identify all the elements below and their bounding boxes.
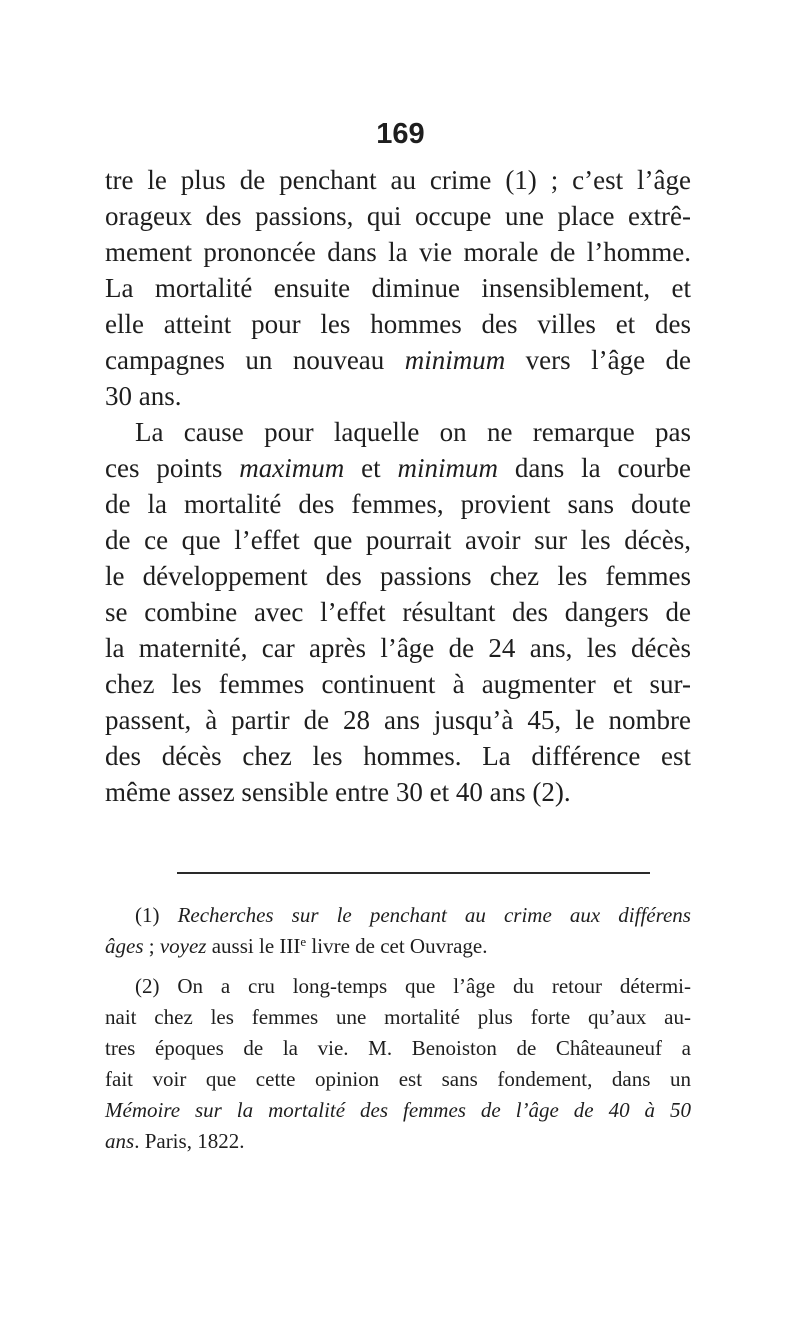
italic-term: maximum (239, 453, 345, 483)
text-line: de ce que l’effet que pourrait avoir sur les décès, (105, 525, 691, 555)
text-run: livre de cet Ouvrage. (306, 934, 488, 958)
footnote-2-line: (2) On a cru long-temps que l’âge du retour détermi- (135, 974, 691, 998)
text-line (105, 342, 691, 378)
text-run: vers l’âge de (505, 345, 691, 375)
text-line: La mortalité ensuite diminue insensiblement, et (105, 273, 691, 303)
superscript: e (300, 934, 307, 949)
text-line: se combine avec l’effet résultant des dangers de (105, 597, 691, 627)
italic-term: voyez (159, 934, 207, 958)
footnote-2-line: tres époques de la vie. M. Benoiston de Châteauneuf a (105, 1036, 691, 1060)
footnote-1-line (105, 900, 691, 931)
text-line: de la mortalité des femmes, provient sans doute (105, 489, 691, 519)
text-line: même assez sensible entre 30 et 40 ans (2). (105, 777, 571, 807)
footnote-2-line (105, 1126, 691, 1157)
text-line (105, 450, 691, 486)
text-line: La cause pour laquelle on ne remarque pas (135, 417, 691, 447)
text-line: tre le plus de penchant au crime (1) ; c’est l’âge (105, 165, 691, 195)
text-run: ces points (105, 453, 240, 483)
text-line: 30 ans. (105, 381, 182, 411)
text-run: ; (143, 934, 160, 958)
text-line: des décès chez les hommes. La différence est (105, 741, 691, 771)
italic-term: ans (105, 1129, 135, 1153)
text-line: chez les femmes continuent à augmenter et sur- (105, 669, 691, 699)
text-line: elle atteint pour les hommes des villes et des (105, 309, 691, 339)
text-run: campagnes un nouveau (105, 345, 405, 375)
footnote-gap (105, 962, 691, 971)
text-run: dans la courbe (497, 453, 691, 483)
footnote-2-line: nait chez les femmes une mortalité plus forte qu’aux au- (105, 1005, 691, 1029)
text-line: le développement des passions chez les femmes (105, 561, 691, 591)
italic-term: minimum (404, 345, 506, 375)
text-line: passent, à partir de 28 ans jusqu’à 45, le nombre (105, 705, 691, 735)
text-line: la maternité, car après l’âge de 24 ans, les décès (105, 633, 691, 663)
footnote-title: âges (105, 934, 144, 958)
footnotes (105, 900, 691, 1157)
text-run: . Paris, 1822. (134, 1129, 245, 1153)
footnote-mark: (1) (135, 903, 178, 927)
italic-term: minimum (397, 453, 498, 483)
text-run: aussi le III (206, 934, 301, 958)
page-number: 169 (376, 118, 425, 150)
footnote-1-line (105, 931, 691, 962)
footnote-divider (177, 872, 650, 874)
text-run: et (344, 453, 398, 483)
footnote-title: Recherches sur le penchant au crime aux différens (177, 903, 691, 927)
text-line: mement prononcée dans la vie morale de l’homme. (105, 237, 691, 267)
text-line: orageux des passions, qui occupe une place extrê- (105, 201, 691, 231)
main-text (105, 162, 691, 810)
footnote-2-line: Mémoire sur la mortalité des femmes de l’âge de 40 à 50 (105, 1098, 691, 1122)
footnote-2-line: fait voir que cette opinion est sans fondement, dans un (105, 1067, 691, 1091)
